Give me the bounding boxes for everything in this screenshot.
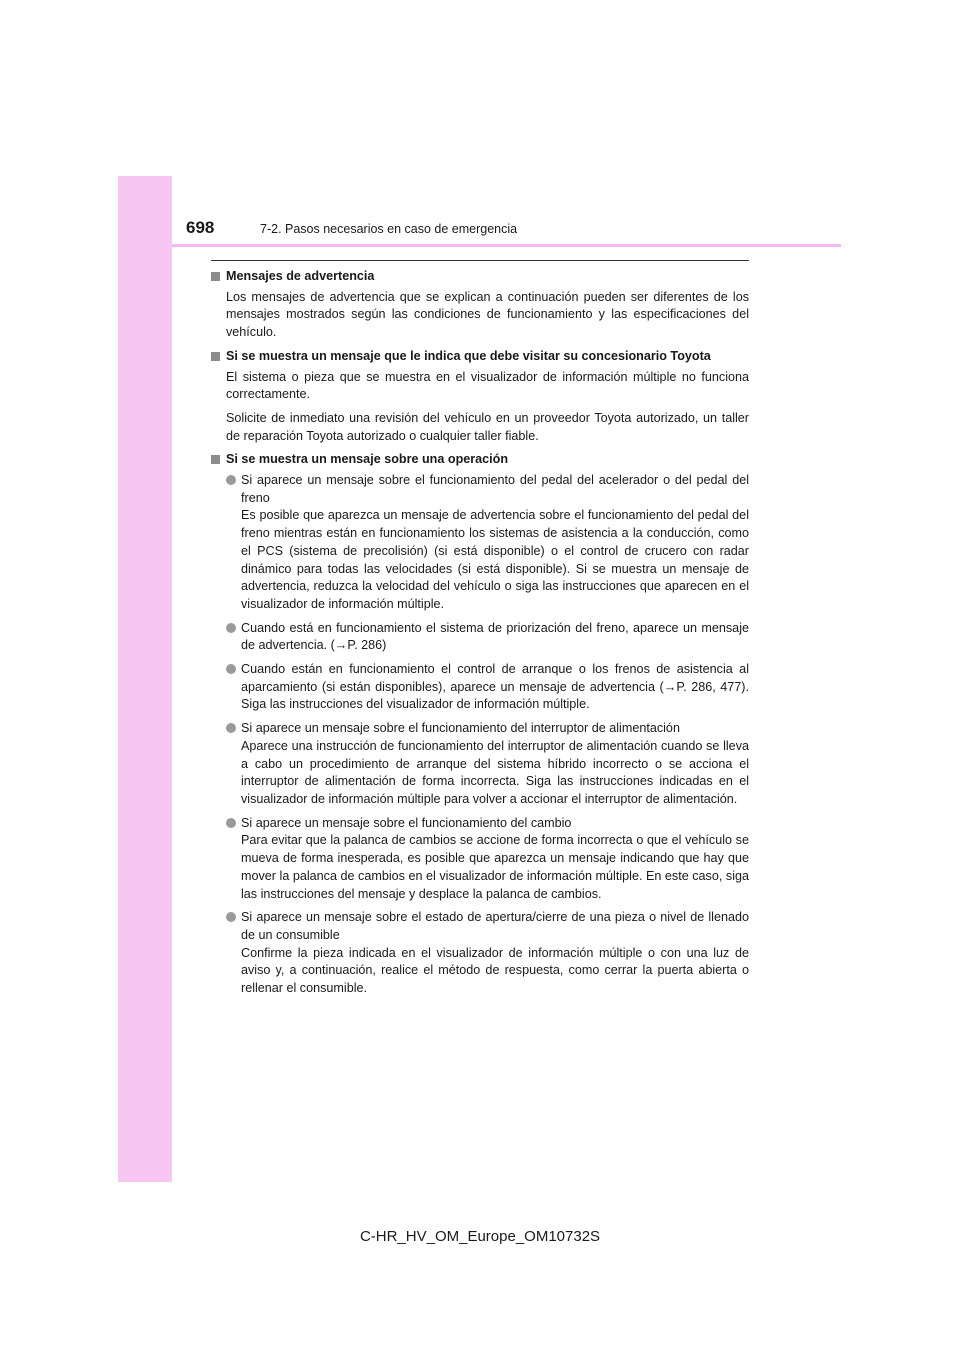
section-title: Si se muestra un mensaje que le indica que debe visitar su concesionario Toyota: [226, 348, 711, 363]
square-bullet-icon: [211, 272, 220, 281]
square-bullet-icon: [211, 352, 220, 361]
section-visit-dealer: [211, 348, 749, 446]
section-heading: [211, 451, 749, 469]
list-item-lead: Si aparece un mensaje sobre el funcionamiento del interruptor de alimentación: [241, 721, 680, 736]
paragraph: El sistema o pieza que se muestra en el visualizador de información múltiple no funciona correctamente.: [226, 369, 749, 402]
list-item-lead: Si aparece un mensaje sobre el estado de apertura/cierre de una pieza o nivel de llenado de un consumible: [241, 910, 749, 942]
section-warning-messages: [211, 268, 749, 342]
circle-bullet-icon: [226, 475, 236, 485]
content-divider: [211, 260, 749, 261]
list-item-body: Confirme la pieza indicada en el visualizador de información múltiple o con una luz de aviso y, a continuación, realice el método de respuesta, como cerrar la puerta abierta o rellenar el consumible.: [241, 945, 749, 996]
section-heading: [211, 348, 749, 366]
list-item: [226, 815, 749, 904]
section-operation-message: [211, 451, 749, 997]
circle-bullet-icon: [226, 818, 236, 828]
page-number: 698: [186, 218, 215, 237]
section-title: Si se muestra un mensaje sobre una operación: [226, 452, 509, 467]
list-item: [226, 620, 749, 655]
circle-bullet-icon: [226, 912, 236, 922]
square-bullet-icon: [211, 455, 220, 464]
footer-doc-id: C-HR_HV_OM_Europe_OM10732S: [359, 1228, 601, 1245]
paragraph: Solicite de inmediato una revisión del vehículo en un proveedor Toyota autorizado, un taller de reparación Toyota autorizado o cualquier taller fiable.: [226, 410, 749, 443]
list-item: [226, 472, 749, 614]
list-item: [226, 661, 749, 714]
circle-bullet-icon: [226, 623, 236, 633]
chapter-sidebar: [118, 176, 172, 1182]
section-title: Mensajes de advertencia: [226, 269, 375, 283]
list-item-lead: Si aparece un mensaje sobre el funcionamiento del pedal del acelerador o del pedal del freno: [241, 473, 749, 505]
list-item-lead: Si aparece un mensaje sobre el funcionamiento del cambio: [241, 815, 572, 830]
circle-bullet-icon: [226, 723, 236, 733]
list-item-lead: Cuando está en funcionamiento el sistema de priorización del freno, aparece un mensaje de advertencia. (→P. 286): [241, 620, 749, 653]
list-item-body: Es posible que aparezca un mensaje de advertencia sobre el funcionamiento del pedal del freno mientras están en funcionamiento los sistemas de asistencia a la conducción, como el PCS (sistema de precolisión) (si está disponible) o el control de crucero con radar dinámico para todas las velocidades (si está disponible). Si se muestra un mensaje de advertencia, reduzca la velocidad del vehículo o siga las instrucciones que aparecen en el visualizador de información múltiple.: [241, 508, 749, 611]
sidebar-top: [118, 176, 172, 246]
section-heading: [211, 268, 749, 286]
list-item-lead: Cuando están en funcionamiento el control de arranque o los frenos de asistencia al aparcamiento (si están disponibles), aparece un mensaje de advertencia (→P. 286, 477). Siga las instrucciones del visualizador de información múltiple.: [241, 662, 749, 712]
chapter-title: 7-2. Pasos necesarios en caso de emergencia: [260, 222, 518, 236]
list-item-body: Para evitar que la palanca de cambios se accione de forma incorrecta o que el vehículo se mueva de forma inesperada, es posible que aparezca un mensaje indicando que hay que mover la palanca de cambios en el visualizador de información múltiple. En este caso, siga las instrucciones del mensaje y desplace la palanca de cambios.: [241, 833, 749, 901]
list-item: [226, 909, 749, 998]
page-content: [211, 268, 749, 1004]
list-item-body: Aparece una instrucción de funcionamiento del interruptor de alimentación cuando se lleva a cabo un procedimiento de arranque del sistema híbrido incorrecto o se acciona el interruptor de alimentación de forma incorrecta. Siga las instrucciones indicadas en el visualizador de información múltiple para volver a accionar el interruptor de alimentación.: [241, 738, 749, 806]
header-rule: [172, 244, 841, 247]
circle-bullet-icon: [226, 664, 236, 674]
paragraph: Los mensajes de advertencia que se explican a continuación pueden ser diferentes de los mensajes mostrados según las condiciones de funcionamiento y las especificaciones del vehículo.: [226, 289, 749, 340]
list-item: [226, 720, 749, 809]
